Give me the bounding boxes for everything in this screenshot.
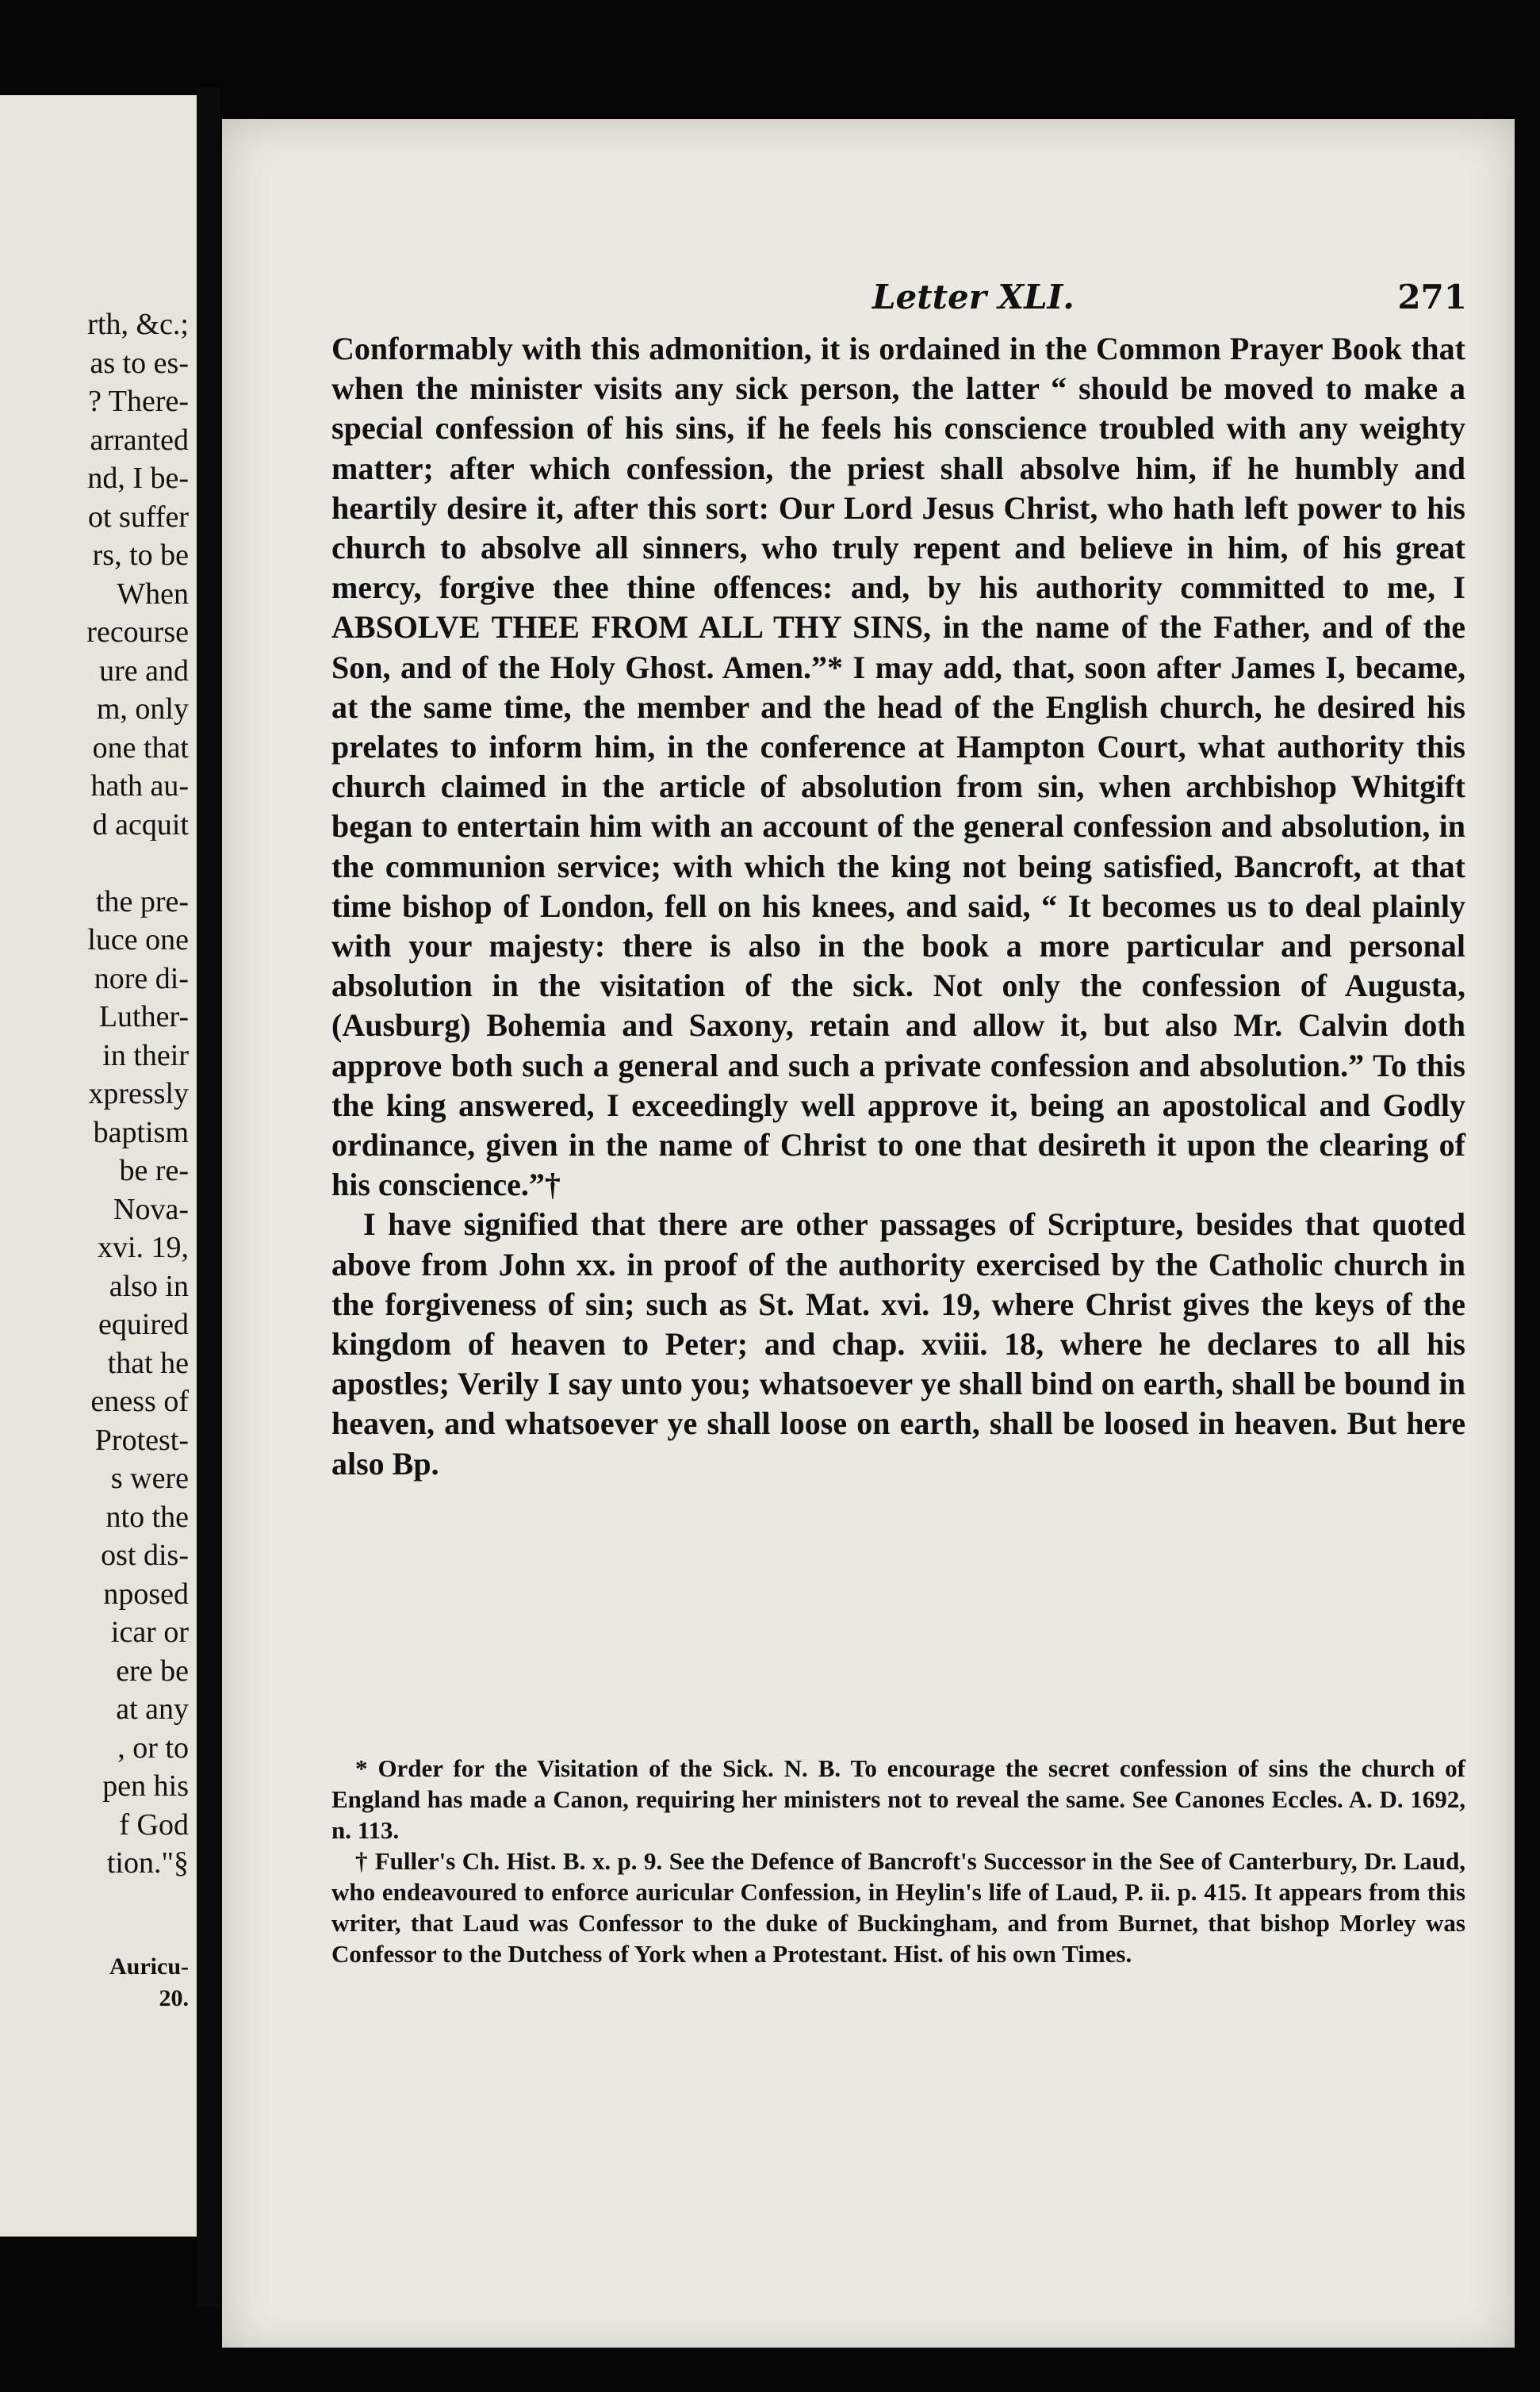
- facing-page-line: tion."§: [106, 1846, 189, 1880]
- page-number: 271: [1397, 278, 1467, 316]
- running-head: [317, 278, 1467, 325]
- facing-page-line: d acquit: [92, 807, 189, 841]
- facing-page-line: icar or: [110, 1616, 189, 1649]
- footnotes: [331, 1753, 1465, 1969]
- facing-page-line: also in: [109, 1269, 189, 1303]
- running-head-title: Letter XLI.: [872, 278, 1075, 316]
- facing-page-line: When: [117, 577, 189, 611]
- facing-page-footnote-line: Auricu-: [109, 1953, 189, 1980]
- facing-page-line: arranted: [90, 423, 189, 457]
- facing-page-line: xpressly: [88, 1077, 189, 1110]
- scan-border: [222, 2348, 1515, 2392]
- facing-page-line: ere be: [116, 1654, 189, 1688]
- footnote-1: * Order for the Visitation of the Sick. N. B. To encourage the secret confession of sins the church of England has made a Canon, requiring her ministers not to reveal the same. See Canones Eccles. A. D. 1692, n. 113.: [331, 1754, 1465, 1844]
- facing-page-line: luce one: [87, 923, 189, 956]
- facing-page-line: rs, to be: [92, 539, 189, 572]
- facing-page-line: nto the: [105, 1500, 189, 1534]
- facing-page-line: eness of: [90, 1385, 189, 1418]
- facing-page-line: at any: [116, 1692, 189, 1726]
- book-gutter: [197, 87, 220, 2308]
- facing-page-line: nore di-: [94, 961, 189, 995]
- facing-page-line: that he: [107, 1346, 189, 1380]
- facing-page: [0, 95, 197, 2237]
- facing-page-line: the pre-: [95, 884, 189, 918]
- facing-page-line: recourse: [86, 615, 189, 649]
- facing-page-line: in their: [102, 1038, 189, 1072]
- facing-page-text: [0, 305, 189, 1883]
- facing-page-line: , or to: [117, 1731, 189, 1765]
- facing-page-line: equired: [98, 1308, 189, 1341]
- facing-page-line: f God: [119, 1807, 189, 1842]
- facing-page-line: as to es-: [90, 346, 189, 380]
- facing-page-line: s were: [110, 1462, 189, 1495]
- facing-page-line: baptism: [93, 1115, 189, 1149]
- facing-page-line: m, only: [96, 692, 189, 726]
- body-text: [331, 329, 1465, 1484]
- facing-page-line: ot suffer: [88, 500, 189, 534]
- facing-page-footnote-line: 20.: [159, 1985, 189, 2011]
- facing-page-line: pen his: [102, 1769, 189, 1803]
- facing-page-line: xvi. 19,: [97, 1231, 189, 1264]
- facing-page-line: one that: [92, 730, 189, 765]
- facing-page-line: ? There-: [88, 385, 189, 418]
- facing-page-line: be re-: [119, 1154, 189, 1187]
- facing-page-line: [0, 844, 189, 883]
- facing-page-line: rth, &c.;: [87, 308, 189, 341]
- facing-page-line: Luther-: [98, 1000, 189, 1033]
- facing-page-line: ost dis-: [101, 1539, 189, 1572]
- facing-page-line: nd, I be-: [87, 462, 189, 495]
- book-page: [222, 119, 1515, 2356]
- facing-page-line: Nova-: [113, 1192, 189, 1226]
- facing-page-line: nposed: [103, 1577, 189, 1611]
- facing-page-line: hath au-: [90, 769, 189, 803]
- paragraph-1: Conformably with this admonition, it is ordained in the Common Prayer Book that when the minister visits any sick person, the latter “ should be moved to make a special confession of his sins, if he feels his conscience troubled with any weighty matter; after which confession, the priest shall absolve him, if he humbly and heartily desire it, after this sort: Our Lord Jesus Christ, who hath left power to his church to absolve all sinners, who truly repent and believe in him, of his great mercy, forgive thee thine offences: and, by his authority committed to me, I ABSOLVE THEE FROM ALL THY SINS, in the name of the Father, and of the Son, and of the Holy Ghost. Amen.”* I may add, that, soon after James I, became, at the same time, the member and the head of the English church, he desired his prelates to inform him, in the conference at Hampton Court, what authority this church claimed in the article of absolution from sin, when archbishop Whitgift began to entertain him with an account of the general confession and absolution, in the communion service; with which the king not being satisfied, Bancroft, at that time bishop of London, fell on his knees, and said, “ It becomes us to deal plainly with your majesty: there is also in the book a more particular and personal absolution in the visitation of the sick. Not only the confession of Augusta, (Ausburg) Bohemia and Saxony, retain and allow it, but also Mr. Calvin doth approve both such a general and such a private confession and absolution.” To this the king answered, I exceedingly well approve it, being an apostolical and Godly ordinance, given in the name of Christ to one that desireth it upon the clearing of his conscience.”†: [331, 331, 1465, 1203]
- paragraph-2: I have signified that there are other passages of Scripture, besides that quoted above from John xx. in proof of the authority exercised by the Catholic church in the forgiveness of sin; such as St. Mat. xvi. 19, where Christ gives the keys of the kingdom of heaven to Peter; and chap. xviii. 18, where he declares to all his apostles; Verily I say unto you; whatsoever ye shall bind on earth, shall be bound in heaven, and whatsoever ye shall loose on earth, shall be loosed in heaven. But here also Bp.: [331, 1206, 1465, 1482]
- facing-page-footnote: [0, 1951, 189, 2014]
- facing-page-line: Protest-: [94, 1423, 189, 1457]
- footnote-2: † Fuller's Ch. Hist. B. x. p. 9. See the Defence of Bancroft's Successor in the See of Canterbury, Dr. Laud, who endeavoured to enforce auricular Confession, in Heylin's life of Laud, P. ii. p. 415. It appears from this writer, that Laud was Confessor to the duke of Buckingham, and from Burnet, that bishop Morley was Confessor to the Dutchess of York when a Protestant. Hist. of his own Times.: [331, 1847, 1465, 1968]
- facing-page-line: ure and: [99, 654, 189, 688]
